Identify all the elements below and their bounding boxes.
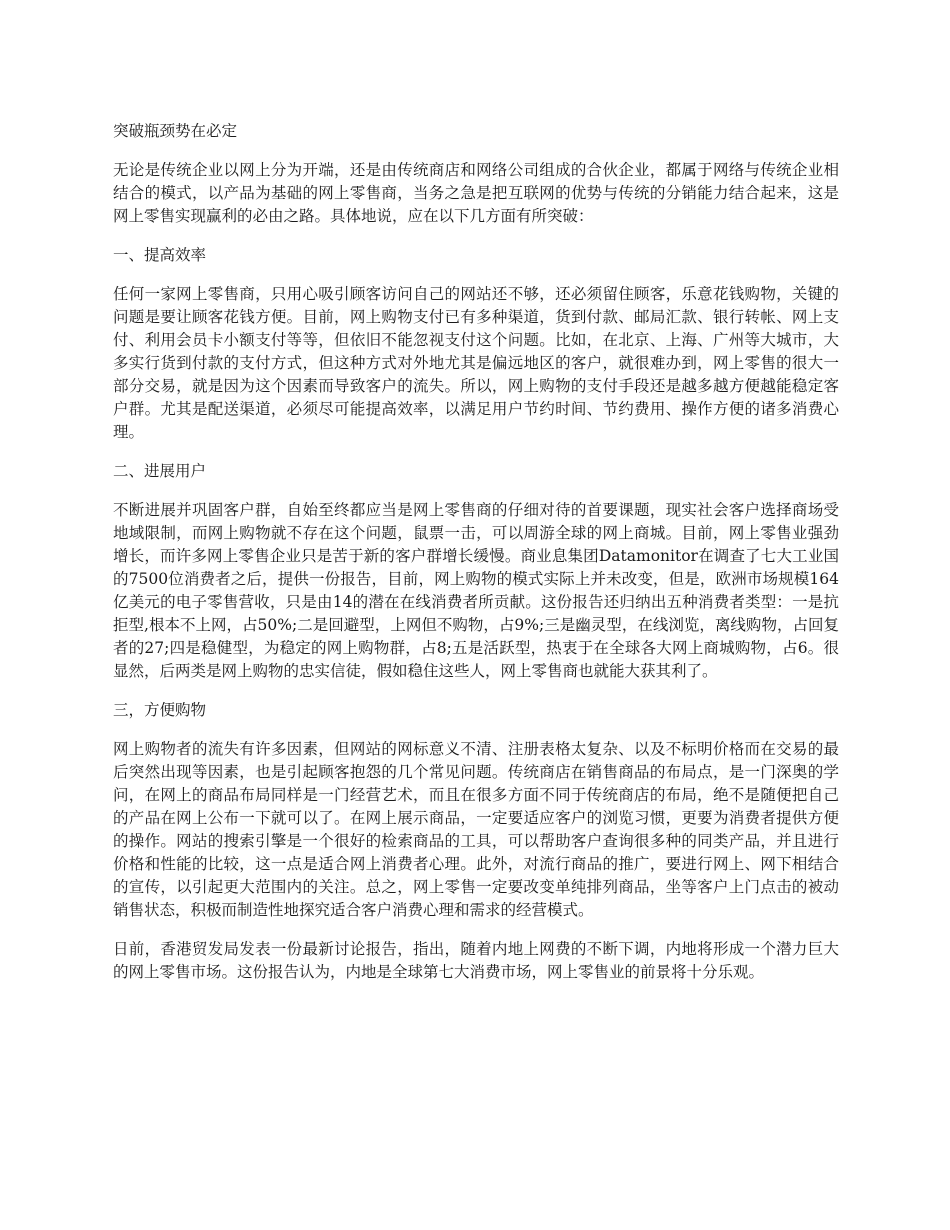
section-heading-shopping: 三，方便购物	[113, 701, 207, 719]
users-paragraph: 不断进展并巩固客户群，自始至终都应当是网上零售商的仔细对待的首要课题，现实社会客户选择商场受地域限制，而网上购物就不存在这个问题，鼠票一击，可以周游全球的网上商城。目前，网上零售业强劲增长，而许多网上零售企业只是苦于新的客户群增长缓慢。商业息集团Datamonitor在调查了七大工业国的7500位消费者之后，提供一份报告，目前，网上购物的模式实际上并未改变，但是，欧洲市场规模164亿美元的电子零售营收，只是由14的潜在在线消费者所贡献。这份报告还归纳出五种消费者类型：一是抗拒型,根本不上网，占50%;二是回避型，上网但不购物，占9%;三是幽灵型，在线浏览，离线购物，占回复者的27;四是稳健型，为稳定的网上购物群，占8;五是活跃型，热衷于在全球各大网上商城购物，占6。很显然，后两类是网上购物的忠实信徒，假如稳住这些人，网上零售商也就能大获其利了。	[113, 501, 839, 680]
document-title: 突破瓶颈势在必定	[113, 122, 238, 140]
document-body	[113, 120, 839, 1000]
section-heading-users: 二、进展用户	[113, 462, 207, 480]
efficiency-paragraph: 任何一家网上零售商，只用心吸引顾客访问自己的网站还不够，还必须留住顾客，乐意花钱购物，关键的问题是要让顾客花钱方便。目前，网上购物支付已有多种渠道，货到付款、邮局汇款、银行转帐、网上支付、利用会员卡小额支付等等，但依旧不能忽视支付这个问题。比如，在北京、上海、广州等大城市，大多实行货到付款的支付方式，但这种方式对外地尤其是偏远地区的客户，就很难办到，网上零售的很大一部分交易，就是因为这个因素而导致客户的流失。所以，网上购物的支付手段还是越多越方便越能稳定客户群。尤其是配送渠道，必须尽可能提高效率，以满足用户节约时间、节约费用、操作方便的诸多消费心理。	[113, 285, 839, 441]
section-heading-efficiency: 一、提高效率	[113, 246, 207, 264]
intro-paragraph: 无论是传统企业以网上分为开端，还是由传统商店和网络公司组成的合伙企业，都属于网络与传统企业相结合的模式，以产品为基础的网上零售商，当务之急是把互联网的优势与传统的分销能力结合起来，这是网上零售实现赢利的必由之路。具体地说，应在以下几方面有所突破：	[113, 161, 839, 225]
shopping-paragraph: 网上购物者的流失有许多因素，但网站的网标意义不清、注册表格太复杂、以及不标明价格而在交易的最后突然出现等因素，也是引起顾客抱怨的几个常见问题。传统商店在销售商品的布局点，是一门深奥的学问，在网上的商品布局同样是一门经营艺术，而且在很多方面不同于传统商店的布局，绝不是随便把自己的产品在网上公布一下就可以了。在网上展示商品，一定要适应客户的浏览习惯，更要为消费者提供方便的操作。网站的搜索引擎是一个很好的检索商品的工具，可以帮助客户查询很多种的同类产品，并且进行价格和性能的比较，这一点是适合网上消费者心理。此外，对流行商品的推广，要进行网上、网下相结合的宣传，以引起更大范围内的关注。总之，网上零售一定要改变单纯排列商品，坐等客户上门点击的被动销售状态，积极而制造性地探究适合客户消费心理和需求的经营模式。	[113, 740, 839, 919]
closing-paragraph: 日前，香港贸发局发表一份最新讨论报告，指出，随着内地上网费的不断下调，内地将形成一个潜力巨大的网上零售市场。这份报告认为，内地是全球第七大消费市场，网上零售业的前景将十分乐观。	[113, 940, 839, 981]
